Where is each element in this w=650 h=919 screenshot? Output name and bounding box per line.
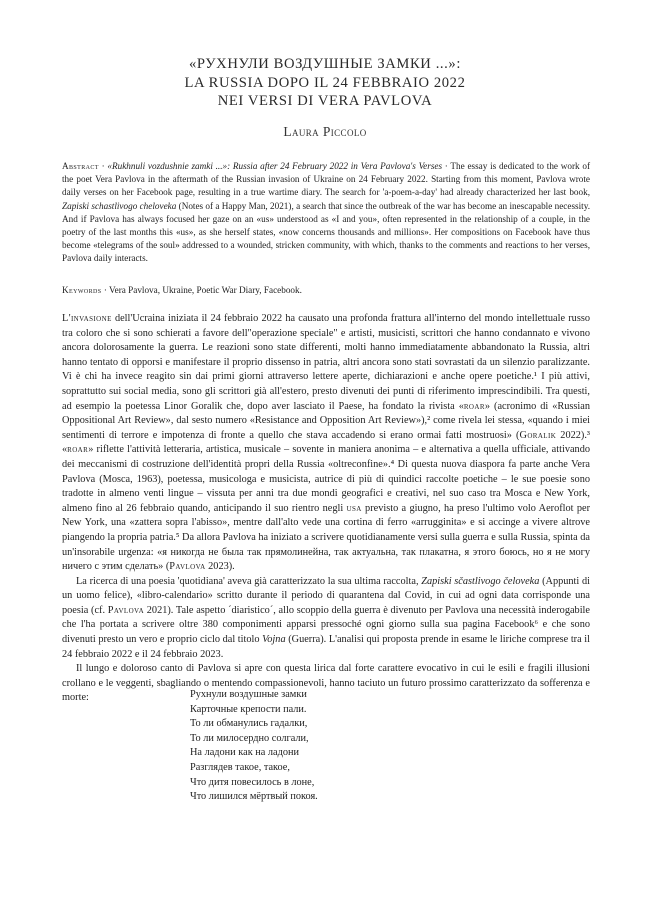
paragraph-1-text-d: » riflette l'attività letteraria, artistica, musicale – sovente in maniera anonima – e alternativa a quella ufficiale, attivando dei meccanismi di costruzione dell'identità propri della Russia «oltreconfine».⁴ Di questa nuova diaspora fa parte anche Vera Pavlova (Mosca, 1963), poetessa, musicologa e musicista, autrice di più di quindici raccolte poetiche – le sue poesie sono tradotte in almeno venti lingue – vissuta per anni tra due mondi geografici e creativi, nel suo caso tra Mosca e New York, almeno fino al 26 febbraio quando, anticipando il suo rientro negli xyxy=(62,444,590,514)
paragraph-1-text-b: » (acronimo di «Russian Oppositional Art Review», dal sesto numero «Resistance and Opposition Art Review»),² come rivela lei stessa, «quando i miei sentimenti di terrore e impotenza di fronte a quello che stava accadendo si erano ormai fatti mostruosi» ( xyxy=(62,400,591,441)
abstract xyxy=(62,160,590,266)
title-line-1: «РУХНУЛИ ВОЗДУШНЫЕ ЗАМКИ ...»: xyxy=(189,56,461,72)
author-name: Laura Piccolo xyxy=(283,124,367,139)
paragraph-2-text-a: La ricerca di una poesia 'quotidiana' aveva già caratterizzato la sua ultima raccolta, xyxy=(76,575,422,587)
paragraph-2-text-b: (Appunti di un uomo felice), «libro-calendario» scritto durante il periodo di quarantena dal Covid, in cui ad ogni data corrisponde una poesia (cf. xyxy=(62,575,590,616)
paragraph-1-text-a: dell'Ucraina iniziata il 24 febbraio 2022 ha causato una profonda frattura all'interno del mondo intellettuale russo tra coloro che si sono schierati a favore dell"operazione speciale" e artisti, musicisti, scrittori che hanno condannato e vivono ancora dolorosamente la guerra. Le reazioni sono state differenti, molti hanno immediatamente abbandonato la Russia, altri hanno tentato di opporsi e manifestare il proprio dissenso in patria, altri ancora sono stati sovrastati da un silenzio paralizzante. Vi è chi ha invece reagito sin dai primi giorni attraverso lettere aperte, dichiarazioni e anche opere poetiche.¹ I più attivi, soprattutto sui social media, sono gli scrittori già all'estero, presto divenuti dei punti di riferimento imprescindibili. Tra questi, ad esempio la poetessa Linor Goralik che, dopo aver lasciato il Paese, ha fondato la rivista « xyxy=(62,313,590,412)
article-title xyxy=(40,55,610,111)
paragraph-1-lead: L'invasione xyxy=(62,313,112,324)
abstract-separator: · xyxy=(98,161,108,171)
article-body xyxy=(62,312,590,706)
paragraph-1-text-f: 2023). xyxy=(205,561,235,573)
poem-line: Что лишился мёртвый покоя. xyxy=(190,791,318,803)
paragraph-2-text-c: 2021). Tale aspetto ´diaristico´, allo scoppio della guerra è divenuto per Pavlova una necessità inderogabile che l'ha portata a scrivere oltre 380 componimenti apparsi pressoché ogni giorno sulla sua pagina Facebook⁶ e che sono divenuti presto un vero e proprio ciclo dal titolo xyxy=(62,604,590,646)
poem-line: То ли милосердно солгали, xyxy=(190,732,309,744)
paragraph-3: Il lungo e doloroso canto di Pavlova si apre con questa lirica dal forte carattere evocativo in cui le esili e fragili illusioni crollano e le veggenti, sbagliando o mentendo compassionevoli, hanno taciuto un futuro prossimo caratterizzato da sofferenza e morte: xyxy=(62,663,590,704)
citation-pavlova-2021: Pavlova xyxy=(107,604,145,616)
poem-line: Карточные крепости пали. xyxy=(190,703,307,715)
poem-line: Рухнули воздушные замки xyxy=(190,689,307,700)
title-line-3: NEI VERSI DI VERA PAVLOVA xyxy=(217,93,433,109)
keywords-text: · Vera Pavlova, Ukraine, Poetic War Diary, Facebook. xyxy=(101,285,302,295)
usa-acronym: usa xyxy=(346,502,362,514)
poem-line: То ли обманулись гадалки, xyxy=(190,718,308,730)
title-line-2: LA RUSSIA DOPO IL 24 FEBBRAIO 2022 xyxy=(184,74,466,91)
paragraph-2-book-title: Zapiski sčastlivogo čeloveka xyxy=(421,575,540,587)
poem-line: На ладони как на ладони xyxy=(190,747,300,759)
citation-goralik: Goralik xyxy=(519,429,557,441)
poem-line: Разглядев такое, такое, xyxy=(190,761,290,773)
poem-line: Что дитя повесилось в лоне, xyxy=(190,776,315,788)
keywords xyxy=(62,284,590,297)
abstract-label: Abstract xyxy=(62,161,99,171)
roar-acronym: roar xyxy=(67,444,89,456)
citation-pavlova-2023: Pavlova xyxy=(169,561,206,573)
paragraph-2 xyxy=(62,575,590,663)
paragraph-1-text-e: previsto a giugno, ha preso l'ultimo volo Aeroflot per New York, una «zattera sopra l'abisso», mentre dall'alto vede una cortina di ferro «arrugginita» e si accinge a vivere altrove piangendo la propria patria.⁵ Da allora Pavlova ha iniziato a scrivere quotidianamente versi sulla guerra e sulla Russia, spinta da un'insorabile urgenza: «я никогда не была так прямолинейна, так актуальна, так плакатна, я этого боюсь, но я не могу ничего с этим сделать» ( xyxy=(62,502,590,573)
cycle-title-vojna: Vojna xyxy=(262,634,286,646)
abstract-text-2: (Notes of a Happy Man, 2021), a search that since the outbreak of the war has become an inescapable necessity. And if Pavlova has always focused her gaze on an «us» understood as «I and you», often represented in the relationship of a couple, in the poetry of the last months this «us», as she herself states, «now concerns thousands and millions». Her compositions on Facebook have thus become «telegrams of the soul» addressed to a wounded, stricken community, with which, thanks to the comments and reactions to her verses, Pavlova daily interacts. xyxy=(62,200,590,264)
keywords-label: Keywords xyxy=(62,285,102,295)
paragraph-1-text-c: 2022).³ « xyxy=(62,429,590,456)
paragraph-2-text-d: (Guerra). L'analisi qui proposta prende in esame le liriche comprese tra il 24 febbraio 2022 e il 24 febbraio 2023. xyxy=(62,634,590,660)
paragraph-1 xyxy=(62,312,590,575)
abstract-english-title: «Rukhnuli vozdushnie zamki ...»: Russia after 24 February 2022 in Vera Pavlova's Verses xyxy=(107,161,443,171)
abstract-text-1: · The essay is dedicated to the work of the poet Vera Pavlova in the aftermath of the Russian invasion of Ukraine on 24 February 2022. Starting from this moment, Pavlova wrote daily verses on her Facebook page, resulting in a true wartime diary. The search for 'a-poem-a-day' had already characterized her last book, xyxy=(62,161,591,198)
roar-acronym: roar xyxy=(463,400,485,412)
poem-quote xyxy=(190,688,318,805)
abstract-book-title: Zapiski schastlivogo cheloveka xyxy=(62,200,177,211)
